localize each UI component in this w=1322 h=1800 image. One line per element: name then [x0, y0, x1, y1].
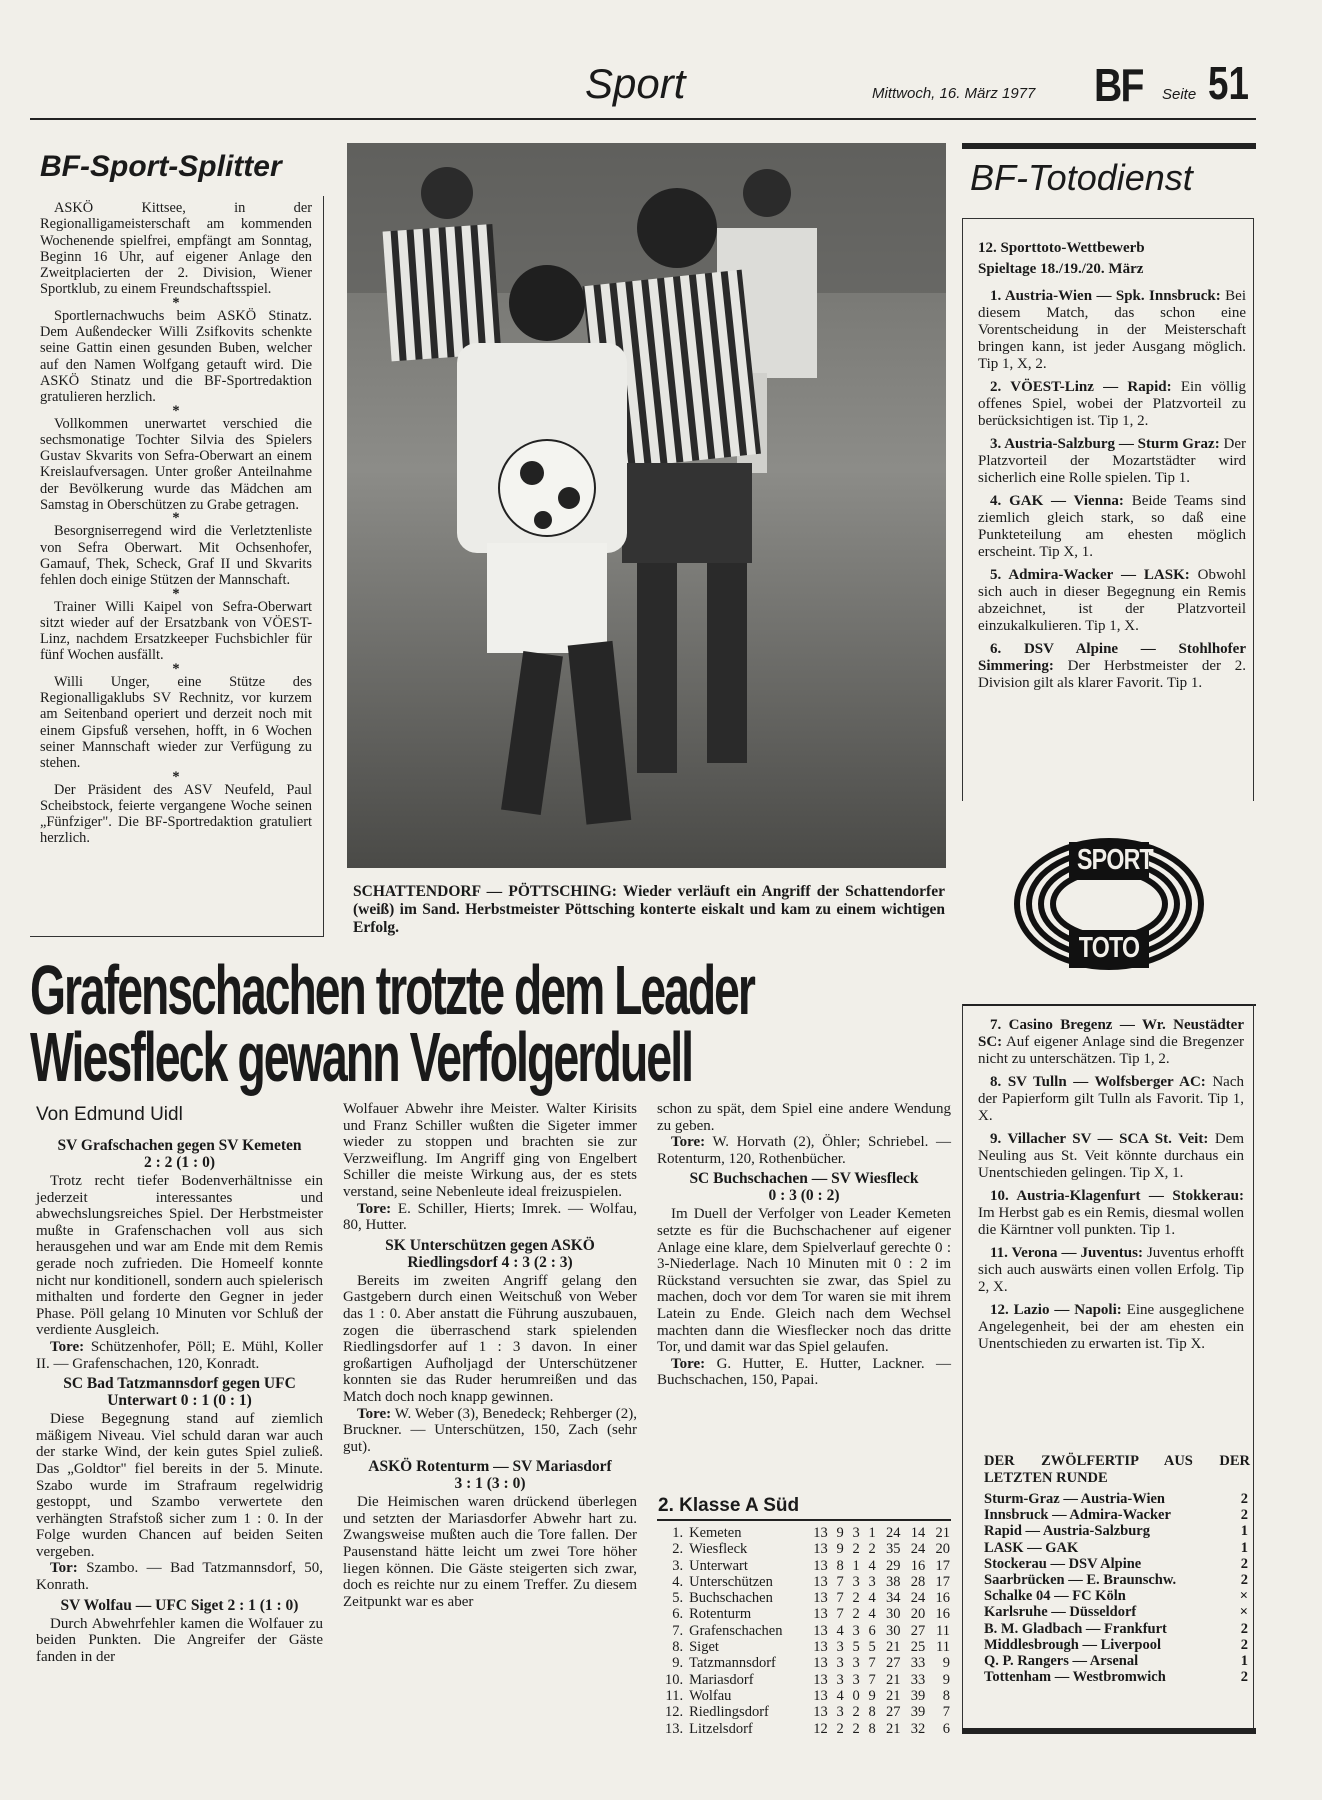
- result-match: Karlsruhe — Düsseldorf: [984, 1604, 1137, 1621]
- standings-cell: 16: [935, 1606, 950, 1623]
- goals-line: [343, 1201, 637, 1234]
- toto-match: 11. Verona — Juventus:: [990, 1245, 1143, 1261]
- splitter-title: BF-Sport-Splitter: [40, 150, 282, 183]
- standings-row: [657, 1525, 953, 1541]
- match-photo: [347, 143, 946, 868]
- article-paragraph: Die Heimischen waren drückend überlegen und setzten der Mariasdorfer Abwehr hart zu. Zwangsweise mußten auch die Tore fallen. Der Pausenstand hätte leicht um zwei Tore höher liegen können. Die Gäste steigerten sich zwar, doch es reichte nur zu einem Treffer. Zu diesem Zeitpunkt war es aber: [343, 1494, 637, 1610]
- article-column-3: [657, 1101, 951, 1389]
- toto-text: Beide Teams sind ziemlich gleich stark, so daß eine Punkteteilung am ehesten möglich erscheint. Tip X, 1.: [978, 493, 1246, 560]
- goals-label: Tore:: [50, 1338, 85, 1355]
- match-heading: SC Bad Tatzmannsdorf gegen UFC Unterwart 0 : 1 (0 : 1): [63, 1375, 296, 1410]
- toto-bottom-bar: [962, 1728, 1256, 1734]
- toto-tip: [978, 379, 1246, 430]
- team-name: Rotenturm: [689, 1606, 752, 1623]
- team-name: Wolfau: [689, 1687, 732, 1704]
- standings-cell: 11: [936, 1622, 950, 1639]
- result-tip: 1: [1240, 1523, 1248, 1540]
- standings-cell: 3: [836, 1704, 844, 1721]
- standings-cell: 4: [868, 1606, 876, 1623]
- standings-row: [657, 1541, 953, 1557]
- standings-cell: 2: [852, 1541, 860, 1558]
- team-name: Mariasdorf: [689, 1671, 754, 1688]
- splitter-separator: *: [172, 402, 180, 419]
- article-column-2: [343, 1101, 637, 1610]
- toto-text: Der Herbstmeister der 2. Division gilt als klarer Favorit. Tip 1.: [978, 658, 1247, 691]
- goals-text: W. Weber (3), Benedeck; Rehberger (2), Bruckner. — Unterschützen, 150, Zach (sehr gut).: [343, 1405, 637, 1455]
- results-title: DER ZWÖLFERTIP AUS DER LETZTEN RUNDE: [984, 1453, 1250, 1486]
- result-tip: 2: [1240, 1507, 1248, 1524]
- team-name: Kemeten: [689, 1525, 742, 1541]
- goals-text: W. Horvath (2), Öhler; Schriebel. — Rotenturm, 120, Rothenbücher.: [657, 1134, 952, 1167]
- match-heading: SV Grafschachen gegen SV Kemeten 2 : 2 (1 : 0): [57, 1137, 302, 1171]
- result-row: [984, 1491, 1248, 1507]
- standings-cell: 17: [935, 1573, 950, 1590]
- standings-table: [657, 1525, 955, 1737]
- toto-match: 3. Austria-Salzburg — Sturm Graz:: [990, 436, 1220, 452]
- toto-match: 4. GAK — Vienna:: [990, 493, 1124, 509]
- standings-cell: 16: [910, 1557, 926, 1574]
- result-row: [984, 1588, 1248, 1604]
- toto-text: Obwohl sich auch in dieser Begegnung ein Remis abzeichnet, ist der Platzvorteil einzukalkulieren. Tip 1, X.: [978, 567, 1246, 634]
- result-tip: ×: [1239, 1588, 1248, 1605]
- standings-cell: 13: [813, 1525, 828, 1541]
- team-name: Buchschachen: [689, 1590, 773, 1607]
- standings-cell: 13: [813, 1655, 828, 1672]
- football-photo-icon: [347, 143, 946, 868]
- photo-caption: [353, 883, 945, 937]
- toto-text: Nach der Papierform gilt Tulln als Favorit. Tip 1, X.: [978, 1074, 1244, 1124]
- splitter-item: Sportlernachwuchs beim ASKÖ Stinatz. Dem Außendecker Willi Zsifkovits schenkte seine Gattin einen gesunden Buben, welcher auf den Namen Wolfgang getauft wird. Die ASKÖ Stinatz und die BF-Sportredaktion gratulieren herzlich.: [40, 307, 312, 406]
- standings-cell: 9: [868, 1687, 876, 1704]
- article-paragraph: Wolfauer Abwehr ihre Meister. Walter Kirisits und Franz Schiller wußten die Sigeter immer wieder zu stoppen und brachten sie zur Verzweiflung. Im Angriff ging von Engelbert Schiller die meiste Wirkung aus, der es stets verstand, seine Nebenleute ideal freizuspielen.: [343, 1101, 637, 1200]
- toto-text: Der Platzvorteil der Mozartstädter wird sicherlich eine Rolle spielen. Tip 1.: [978, 436, 1247, 486]
- standings-cell: 24: [910, 1541, 926, 1558]
- standings-cell: 13: [813, 1704, 828, 1721]
- page-number: 51: [1208, 57, 1249, 109]
- standings-cell: 39: [910, 1687, 926, 1704]
- standings-cell: 2: [836, 1720, 844, 1737]
- standings-cell: 2: [852, 1590, 860, 1607]
- standings-cell: 3: [868, 1573, 876, 1590]
- match-heading: ASKÖ Rotenturm — SV Mariasdorf 3 : 1 (3 : 0): [368, 1458, 612, 1493]
- toto-text: Auf eigener Anlage sind die Bregenzer nicht zu unterschätzen. Tip 1, 2.: [978, 1034, 1244, 1067]
- standings-cell: 7: [836, 1606, 844, 1623]
- result-match: Q. P. Rangers — Arsenal: [984, 1653, 1139, 1670]
- standings-row: [657, 1590, 953, 1606]
- standings-cell: 27: [910, 1622, 926, 1639]
- standings-cell: 10.: [664, 1671, 684, 1688]
- standings-cell: 3: [852, 1655, 860, 1672]
- goals-text: Schützenhofer, Pöll; E. Mühl, Koller II. — Grafenschachen, 120, Konradt.: [36, 1338, 323, 1372]
- article-paragraph: Durch Abwehrfehler kamen die Wolfauer zu beiden Punkten. Die Angreifer der Gäste fanden in der: [36, 1615, 323, 1665]
- standings-cell: 9: [942, 1671, 950, 1688]
- standings-row: [657, 1672, 953, 1688]
- goals-line: [657, 1134, 951, 1167]
- standings-cell: 7.: [672, 1622, 684, 1639]
- standings-cell: 1: [852, 1557, 860, 1574]
- standings-cell: 2: [852, 1720, 860, 1737]
- goals-line: [36, 1339, 323, 1372]
- standings-cell: 32: [910, 1720, 926, 1737]
- standings-cell: 0: [852, 1687, 860, 1704]
- toto-intro: 12. Sporttoto-Wettbewerb: [978, 240, 1145, 256]
- result-match: LASK — GAK: [984, 1539, 1079, 1556]
- standings-cell: 16: [935, 1590, 950, 1607]
- standings-cell: 3: [836, 1671, 844, 1688]
- standings-cell: 28: [910, 1573, 926, 1590]
- toto-match: 2. VÖEST-Linz — Rapid:: [990, 379, 1172, 395]
- result-match: Stockerau — DSV Alpine: [984, 1555, 1142, 1572]
- standings-cell: 9: [836, 1541, 844, 1558]
- toto-intro: Spieltage 18./19./20. März: [978, 261, 1144, 277]
- result-match: Middlesbrough — Liverpool: [984, 1636, 1161, 1653]
- team-name: Riedlingsdorf: [689, 1704, 769, 1721]
- result-tip: 2: [1240, 1669, 1248, 1686]
- standings-cell: 13: [813, 1541, 828, 1558]
- standings-cell: 1.: [672, 1525, 684, 1541]
- toto-match: 8. SV Tulln — Wolfsberger AC:: [990, 1074, 1206, 1090]
- toto-text: Im Herbst gab es ein Remis, diesmal wollen die Kärntner voll punkten. Tip 1.: [978, 1205, 1244, 1238]
- toto-title: BF-Totodienst: [970, 157, 1193, 198]
- header-rule: [30, 118, 1256, 120]
- splitter-separator: *: [172, 294, 180, 311]
- result-row: [984, 1523, 1248, 1539]
- team-name: Tatzmannsdorf: [689, 1655, 776, 1672]
- standings-cell: 6: [868, 1622, 876, 1639]
- standings-title: 2. Klasse A Süd: [658, 1495, 800, 1516]
- article-paragraph: Trotz recht tiefer Bodenverhältnisse ein jederzeit interessantes und abwechslungsreiches Spiel. Der Herbstmeister mußte in Grafenschachen voll aus sich herausgehen und war am Ende mit dem Remis gerade noch zufrieden. Die Homeelf konnte nicht nur konditionell, sondern auch spielerisch mithalten und forderte den Gegner in jeder Phase. Pöll gelang 10 Minuten vor Schluß der verdiente Ausgleich.: [36, 1173, 323, 1339]
- article-column-1: [36, 1134, 323, 1665]
- team-name: Grafenschachen: [689, 1622, 783, 1639]
- splitter-item: Willi Unger, eine Stütze des Regionalligaklubs SV Rechnitz, vor kurzem am Seitenband operiert und derzeit noch mit einem Gipsfuß versehen, hofft, in 6 Wochen seiner Mannschaft wieder zur Verfügung zu stehen.: [40, 673, 312, 772]
- section-title: Sport: [585, 60, 686, 107]
- result-row: [984, 1556, 1248, 1572]
- result-row: [984, 1637, 1248, 1653]
- toto-tip: [978, 493, 1246, 561]
- toto-tip: [978, 1302, 1244, 1353]
- standings-cell: 8.: [672, 1639, 684, 1656]
- caption-text: Wieder verläuft ein Angriff der Schattendorfer (weiß) im Sand. Herbstmeister Pöttsching konterte eiskalt und kam zu einem wichtigen Erfolg.: [353, 883, 945, 936]
- toto-match: 7. Casino Bregenz — Wr. Neustädter SC:: [978, 1017, 1244, 1050]
- toto-tip: [978, 1245, 1244, 1296]
- standings-cell: 30: [885, 1606, 901, 1623]
- goals-label: Tore:: [671, 1134, 706, 1151]
- standings-cell: 3: [852, 1671, 860, 1688]
- goals-line: [657, 1356, 951, 1389]
- standings-cell: 11.: [665, 1687, 684, 1704]
- result-tip: 2: [1240, 1636, 1248, 1653]
- standings-cell: 14: [910, 1525, 926, 1541]
- toto-tip: [978, 1074, 1244, 1125]
- standings-cell: 4: [836, 1687, 844, 1704]
- results-grid: [984, 1491, 1248, 1685]
- goals-text: G. Hutter, E. Hutter, Lackner. — Buchschachen, 150, Papai.: [657, 1355, 951, 1389]
- match-heading: SC Buchschachen — SV Wiesfleck 0 : 3 (0 : 2): [689, 1170, 919, 1205]
- standings-cell: 24: [885, 1525, 901, 1541]
- standings-row: [657, 1704, 953, 1720]
- standings-cell: 33: [910, 1671, 926, 1688]
- splitter-item: Trainer Willi Kaipel von Sefra-Oberwart sitzt wieder auf der Ersatzbank von VÖEST-Linz, nachdem Ersatzkeeper Fuchsbichler für fünf Wochen ausfällt.: [40, 598, 312, 664]
- toto-tip: [978, 436, 1246, 487]
- goals-label: Tore:: [671, 1355, 706, 1372]
- standings-cell: 13: [813, 1590, 828, 1607]
- standings-cell: 9: [836, 1525, 844, 1541]
- standings-row: [657, 1623, 953, 1639]
- standings-row: [657, 1721, 953, 1737]
- standings-cell: 2: [868, 1541, 876, 1558]
- toto-match: 6. DSV Alpine — Stohlhofer Simmering:: [978, 641, 1246, 674]
- result-match: B. M. Gladbach — Frankfurt: [984, 1620, 1167, 1637]
- standings-cell: 17: [935, 1557, 950, 1574]
- standings-rule: [657, 1519, 951, 1521]
- byline: Von Edmund Uidl: [36, 1104, 183, 1125]
- result-row: [984, 1572, 1248, 1588]
- standings-cell: 7: [836, 1590, 844, 1607]
- team-name: Unterwart: [689, 1557, 748, 1574]
- result-match: Sturm-Graz — Austria-Wien: [984, 1491, 1165, 1507]
- toto-match: 5. Admira-Wacker — LASK:: [990, 567, 1190, 583]
- standings-cell: 33: [910, 1655, 926, 1672]
- standings-row: [657, 1639, 953, 1655]
- standings-row: [657, 1655, 953, 1671]
- toto-tip: [978, 1017, 1244, 1068]
- standings-cell: 7: [836, 1573, 844, 1590]
- splitter-separator: *: [172, 585, 180, 602]
- standings-cell: 13.: [664, 1720, 684, 1737]
- result-tip: 2: [1240, 1555, 1248, 1572]
- standings-cell: 2: [852, 1606, 860, 1623]
- result-row: [984, 1604, 1248, 1620]
- result-tip: ×: [1239, 1604, 1248, 1621]
- match-heading: SK Unterschützen gegen ASKÖ Riedlingsdorf 4 : 3 (2 : 3): [385, 1236, 595, 1271]
- standings-cell: 4: [836, 1622, 844, 1639]
- standings-cell: 5: [868, 1639, 876, 1656]
- headline-line-1: Grafenschachen trotzte dem Leader: [30, 951, 754, 1029]
- goals-text: E. Schiller, Hierts; Imrek. — Wolfau, 80, Hutter.: [343, 1200, 637, 1234]
- standings-cell: 3: [852, 1622, 860, 1639]
- standings-cell: 8: [942, 1687, 950, 1704]
- standings-cell: 2.: [672, 1541, 684, 1558]
- toto-match: 12. Lazio — Napoli:: [990, 1302, 1122, 1318]
- goals-text: Szambo. — Bad Tatzmannsdorf, 50, Konrath.: [36, 1560, 324, 1594]
- standings-row: [657, 1558, 953, 1574]
- toto-text: Bei diesem Match, das schon eine Vorentscheidung in der Meisterschaft bringen kann, ist jeder Ausgang möglich. Tip 1, X, 2.: [978, 288, 1246, 372]
- team-name: Wiesfleck: [689, 1541, 748, 1558]
- standings-cell: 20: [935, 1541, 950, 1558]
- result-row: [984, 1507, 1248, 1523]
- standings-cell: 21: [935, 1525, 950, 1541]
- splitter-item: ASKÖ Kittsee, in der Regionalligameisterschaft am kommenden Wochenende spielfrei, empfängt am Sonntag, Beginn 16 Uhr, auf eigener Anlage den Zweitplacierten der 2. Division, Wiener Sportklub, zu einem Freundschaftsspiel.: [40, 200, 312, 298]
- result-row: [984, 1669, 1248, 1685]
- standings-cell: 13: [813, 1687, 828, 1704]
- toto-column-2: [978, 1017, 1244, 1359]
- standings-cell: 21: [885, 1671, 901, 1688]
- standings-cell: 34: [885, 1590, 901, 1607]
- result-match: Schalke 04 — FC Köln: [984, 1588, 1126, 1605]
- standings-cell: 27: [885, 1704, 901, 1721]
- standings-cell: 9: [942, 1655, 950, 1672]
- result-row: [984, 1653, 1248, 1669]
- standings-row: [657, 1688, 953, 1704]
- toto-tip: [978, 1188, 1244, 1239]
- headline-line-2: Wiesfleck gewann Verfolgerduell: [30, 1018, 693, 1096]
- standings-cell: 25: [910, 1639, 926, 1656]
- splitter-item: Besorgniserregend wird die Verletztenliste von Sefra Oberwart. Mit Ochsenhofer, Gamauf, Thek, Scheck, Graf II und Skvarits fehlen doch einige Stützen der Mannschaft.: [40, 523, 312, 589]
- logo-sport-text: SPORT: [1077, 844, 1153, 876]
- toto-text: Dem Neuling aus St. Veit könnte durchaus ein Unentschieden gelingen. Tip X, 1.: [978, 1131, 1244, 1181]
- article-paragraph: schon zu spät, dem Spiel eine andere Wendung zu geben.: [657, 1101, 951, 1134]
- toto-column: [978, 240, 1246, 698]
- standings-cell: 9.: [672, 1655, 684, 1672]
- standings-cell: 24: [910, 1590, 926, 1607]
- result-tip: 1: [1240, 1653, 1248, 1670]
- standings-cell: 3: [852, 1573, 860, 1590]
- standings-cell: 3: [852, 1525, 860, 1541]
- standings-cell: 29: [885, 1557, 901, 1574]
- issue-date: Mittwoch, 16. März 1977: [872, 85, 1036, 102]
- toto-text: Eine ausgeglichene Angelegenheit, bei der am ehesten ein Unentschieden zu erwarten ist. Tip X.: [978, 1302, 1244, 1352]
- standings-cell: 3.: [672, 1557, 684, 1574]
- standings-cell: 38: [885, 1573, 901, 1590]
- result-match: Tottenham — Westbromwich: [984, 1669, 1166, 1686]
- toto-tip: [978, 1131, 1244, 1182]
- toto-tip: [978, 567, 1246, 635]
- standings-cell: 4: [868, 1557, 876, 1574]
- result-match: Rapid — Austria-Salzburg: [984, 1523, 1150, 1540]
- splitter-column: [40, 200, 312, 847]
- goals-label: Tore:: [357, 1405, 392, 1422]
- standings-cell: 5.: [672, 1590, 684, 1607]
- standings-cell: 6.: [672, 1606, 684, 1623]
- standings-cell: 5: [852, 1639, 860, 1656]
- standings-cell: 13: [813, 1622, 828, 1639]
- goals-label: Tor:: [50, 1560, 78, 1577]
- standings-row: [657, 1574, 953, 1590]
- standings-cell: 20: [910, 1606, 926, 1623]
- standings-cell: 21: [885, 1639, 901, 1656]
- standings-cell: 7: [868, 1655, 876, 1672]
- article-paragraph: Bereits im zweiten Angriff gelang den Gastgebern durch einen Weitschuß von Weber das 1 : 0. Aber anstatt die Führung auszubauen, zogen die überraschend stark spielenden Riedlingsdorfer auf 1 : 3 davon. In einer großartigen Aufholjagd der Unterschützener konnten sie das Ruder herumreißen und das Match doch noch knapp gewinnen.: [343, 1272, 637, 1405]
- standings-cell: 27: [885, 1655, 901, 1672]
- article-paragraph: Diese Begegnung stand auf ziemlich mäßigem Niveau. Viel schuld daran war auch der starke Wind, der kein gutes Spiel zuließ. Das „Goldtor" fiel bereits in der 5. Minute. Szabo wurde im Strafraum regelwidrig gestoppt, und Szambo verwertete den verhängten Strafstoß sicher zum 1 : 0. In der Folge wurden Chancen auf beiden Seiten vergeben.: [36, 1411, 323, 1560]
- toto-match: 1. Austria-Wien — Spk. Innsbruck:: [990, 288, 1221, 304]
- standings-cell: 13: [813, 1639, 828, 1656]
- splitter-separator: *: [172, 660, 180, 677]
- team-name: Unterschützen: [689, 1573, 773, 1590]
- standings-cell: 13: [813, 1671, 828, 1688]
- standings-cell: 35: [885, 1541, 901, 1558]
- match-heading: SV Wolfau — UFC Siget 2 : 1 (1 : 0): [60, 1596, 299, 1614]
- goals-line: [36, 1560, 323, 1593]
- standings-cell: 6: [942, 1720, 950, 1737]
- results-table: [984, 1491, 1248, 1685]
- toto-match: 9. Villacher SV — SCA St. Veit:: [990, 1131, 1209, 1147]
- result-tip: 1: [1240, 1539, 1248, 1556]
- standings-cell: 8: [836, 1557, 844, 1574]
- page-label: Seite: [1162, 86, 1197, 103]
- result-tip: 2: [1240, 1491, 1248, 1507]
- caption-lead: SCHATTENDORF — PÖTTSCHING:: [353, 883, 617, 900]
- standings-cell: 13: [813, 1606, 828, 1623]
- standings-cell: 1: [868, 1525, 876, 1541]
- standings-cell: 3: [836, 1639, 844, 1656]
- bf-logo: BF: [1094, 59, 1143, 111]
- standings-cell: 13: [813, 1573, 828, 1590]
- article-paragraph: Im Duell der Verfolger von Leader Kemeten setzte es für die Buchschachener auf eigener Anlage eine klare, dem Spielverlauf gerechte 0 : 3-Niederlage. Nach 10 Minuten mit 0 : 2 im Rückstand versuchten sie zwar, das Spiel zu machen, doch vor dem Tor waren sie mit ihrem Latein zu Ende. Gleich nach dem Wechsel machten dann die Wiesflecker noch das dritte Tor, und damit war das Spiel gelaufen.: [657, 1206, 951, 1356]
- team-name: Siget: [689, 1639, 719, 1656]
- standings-cell: 30: [885, 1622, 901, 1639]
- standings-cell: 8: [868, 1720, 876, 1737]
- standings-cell: 39: [910, 1704, 926, 1721]
- result-tip: 2: [1240, 1572, 1248, 1589]
- goals-line: [343, 1406, 637, 1456]
- standings-grid: [657, 1525, 953, 1737]
- sport-toto-logo: [1014, 838, 1204, 970]
- result-tip: 2: [1240, 1620, 1248, 1637]
- result-match: Innsbruck — Admira-Wacker: [984, 1507, 1171, 1524]
- standings-cell: 12: [813, 1720, 828, 1737]
- standings-cell: 8: [868, 1704, 876, 1721]
- splitter-item: Der Präsident des ASV Neufeld, Paul Scheibstock, feierte vergangene Woche seinen „Fünfziger". Die BF-Sportredaktion gratuliert herzlich.: [40, 781, 312, 847]
- standings-cell: 4: [868, 1590, 876, 1607]
- standings-cell: 21: [885, 1687, 901, 1704]
- result-row: [984, 1540, 1248, 1556]
- team-name: Litzelsdorf: [689, 1720, 753, 1737]
- standings-cell: 13: [813, 1557, 828, 1574]
- splitter-separator: *: [172, 510, 180, 527]
- standings-cell: 4.: [672, 1573, 684, 1590]
- toto-text: Ein völlig offenes Spiel, wobei der Platzvorteil zu berücksichtigen ist. Tip 1, 2.: [978, 379, 1246, 429]
- standings-cell: 3: [836, 1655, 844, 1672]
- toto-top-bar: [962, 143, 1256, 149]
- toto-tip: [978, 288, 1246, 373]
- standings-row: [657, 1606, 953, 1622]
- toto-tip: [978, 641, 1246, 692]
- toto-match: 10. Austria-Klagenfurt — Stokkerau:: [990, 1188, 1244, 1204]
- goals-label: Tore:: [357, 1200, 392, 1217]
- toto-text: Juventus erhofft sich auch auswärts einen vollen Erfolg. Tip 2, X.: [978, 1245, 1244, 1295]
- result-row: [984, 1621, 1248, 1637]
- standings-cell: 2: [852, 1704, 860, 1721]
- standings-cell: 21: [885, 1720, 901, 1737]
- splitter-item: Vollkommen unerwartet verschied die sechsmonatige Tochter Silvia des Spielers Gustav Skvarits von Sefra-Oberwart an einem Kreislaufversagen. Unter großer Anteilnahme der Bevölkerung wurde das Mädchen am Samstag in Oberschützen zu Grabe getragen.: [40, 415, 312, 514]
- logo-toto-text: TOTO: [1078, 932, 1140, 964]
- splitter-separator: *: [172, 768, 180, 785]
- standings-cell: 12.: [664, 1704, 684, 1721]
- standings-cell: 7: [942, 1704, 950, 1721]
- standings-cell: 7: [868, 1671, 876, 1688]
- standings-cell: 11: [936, 1639, 950, 1656]
- result-match: Saarbrücken — E. Braunschw.: [984, 1572, 1177, 1589]
